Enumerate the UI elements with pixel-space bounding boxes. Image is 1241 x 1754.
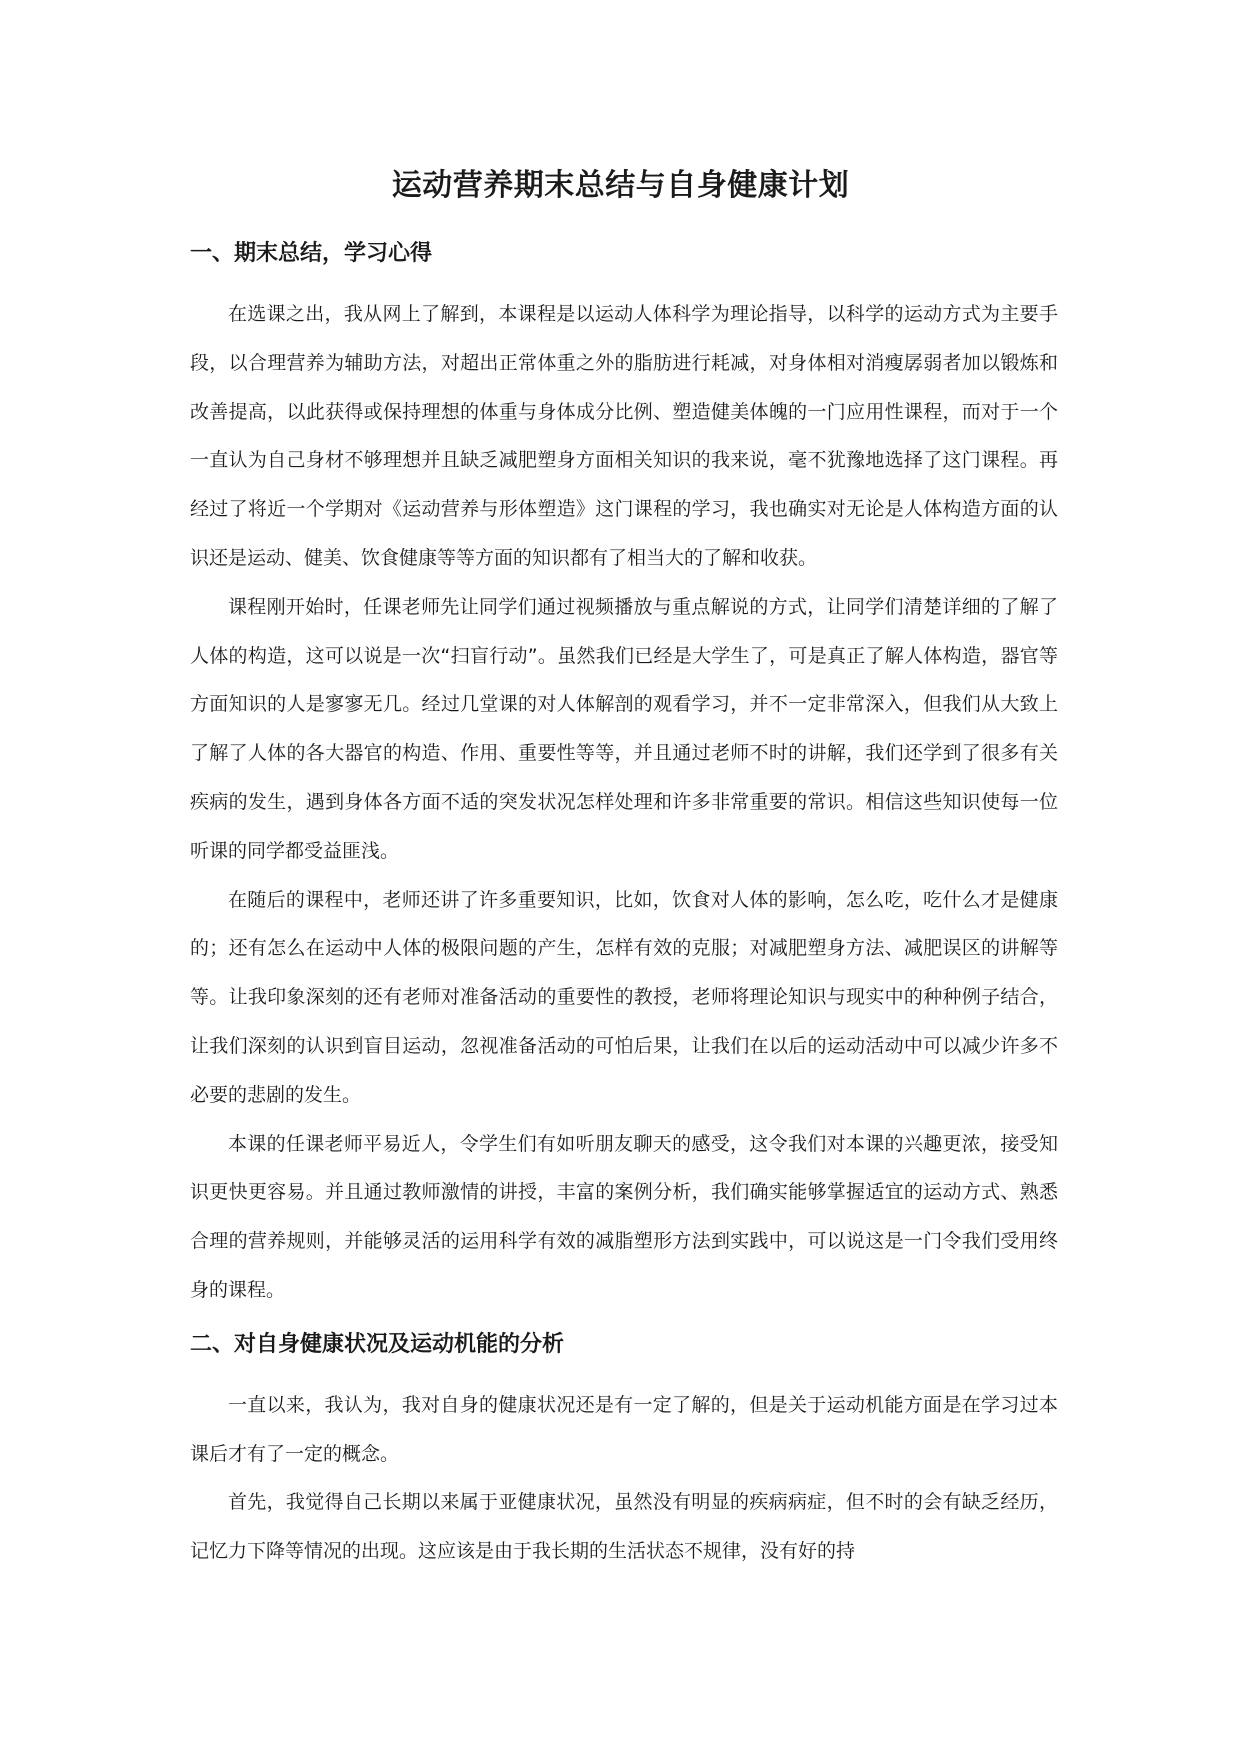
paragraph: 在随后的课程中，老师还讲了许多重要知识，比如，饮食对人体的影响，怎么吃，吃什么才是健康的；还有怎么在运动中人体的极限问题的产生，怎样有效的克服；对减肥塑身方法、减肥误区的讲解等等。让我印象深刻的还有老师对准备活动的重要性的教授，老师将理论知识与现实中的种种例子结合，让我们深刻的认识到盲目运动，忽视准备活动的可怕后果，让我们在以后的运动活动中可以减少许多不必要的悲剧的发生。 [190, 888, 1058, 1106]
document-body [190, 232, 1058, 1576]
paragraph: 课程刚开始时，任课老师先让同学们通过视频播放与重点解说的方式，让同学们清楚详细的了解了人体的构造，这可以说是一次“扫盲行动”。虽然我们已经是大学生了，可是真正了解人体构造，器官等方面知识的人是寥寥无几。经过几堂课的对人体解剖的观看学习，并不一定非常深入，但我们从大致上了解了人体的各大器官的构造、作用、重要性等等，并且通过老师不时的讲解，我们还学到了很多有关疾病的发生，遇到身体各方面不适的突发状况怎样处理和许多非常重要的常识。相信这些知识使每一位听课的同学都受益匪浅。 [190, 595, 1058, 862]
section-heading-2: 二、对自身健康状况及运动机能的分析 [190, 1331, 565, 1357]
section-heading-1: 一、期末总结，学习心得 [190, 241, 433, 266]
paragraph: 本课的任课老师平易近人，令学生们有如听朋友聊天的感受，这令我们对本课的兴趣更浓，接受知识更快更容易。并且通过教师激情的讲授，丰富的案例分析，我们确实能够掌握适宜的运动方式、熟悉合理的营养规则，并能够灵活的运用科学有效的减脂塑形方法到实践中，可以说这是一门令我们受用终身的课程。 [190, 1132, 1058, 1301]
document-title: 运动营养期末总结与自身健康计划 [391, 168, 850, 203]
paragraph: 首先，我觉得自己长期以来属于亚健康状况，虽然没有明显的疾病病症，但不时的会有缺乏经历，记忆力下降等情况的出现。这应该是由于我长期的生活状态不规律，没有好的持 [190, 1491, 1058, 1563]
paragraph: 在选课之出，我从网上了解到，本课程是以运动人体科学为理论指导，以科学的运动方式为主要手段，以合理营养为辅助方法，对超出正常体重之外的脂肪进行耗减，对身体相对消瘦孱弱者加以锻炼和改善提高，以此获得或保持理想的体重与身体成分比例、塑造健美体魄的一门应用性课程，而对于一个一直认为自己身材不够理想并且缺乏减肥塑身方面相关知识的我来说，毫不犹豫地选择了这门课程。再经过了将近一个学期对《运动营养与形体塑造》这门课程的学习，我也确实对无论是人体构造方面的认识还是运动、健美、饮食健康等等方面的知识都有了相当大的了解和收获。 [190, 303, 1058, 569]
paragraph: 一直以来，我认为，我对自身的健康状况还是有一定了解的，但是关于运动机能方面是在学习过本课后才有了一定的概念。 [190, 1393, 1058, 1465]
